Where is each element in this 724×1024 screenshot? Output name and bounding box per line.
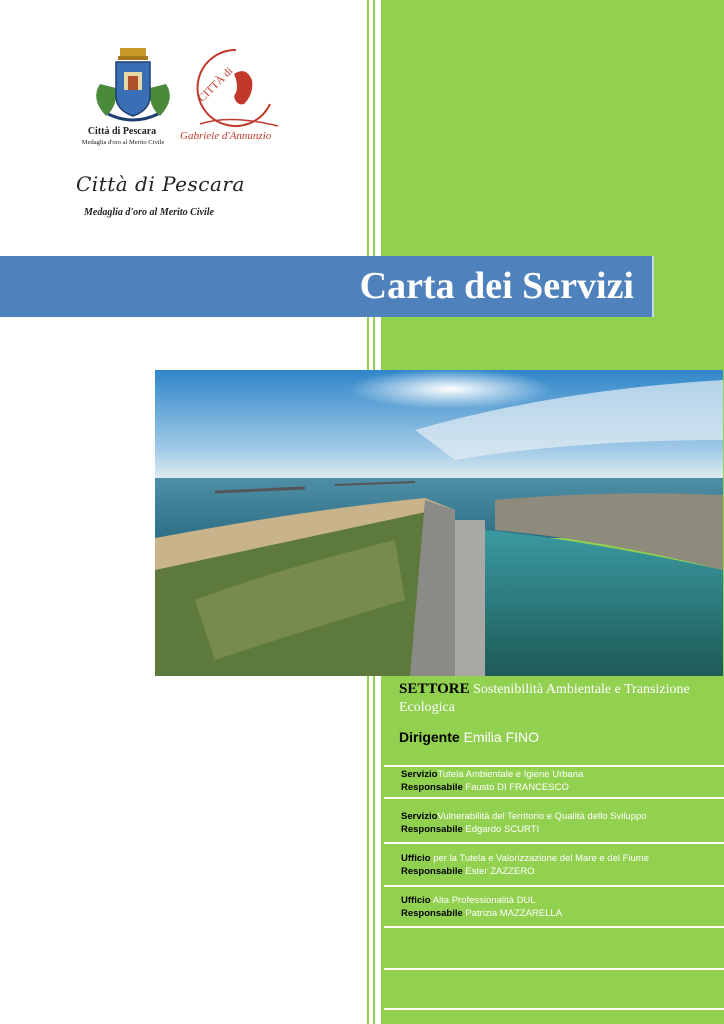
aerial-photo bbox=[155, 370, 723, 676]
separator bbox=[384, 1008, 724, 1010]
entry-resp-label: Responsabile bbox=[401, 782, 463, 793]
entry-resp-label: Responsabile bbox=[401, 866, 463, 877]
settore-block bbox=[399, 680, 719, 745]
entry-type: Ufficio bbox=[401, 895, 431, 906]
separator bbox=[384, 968, 724, 970]
logo-right-text: CITTÀ di bbox=[196, 65, 236, 105]
entry-name: Tutela Ambientale e Igiene Urbana bbox=[437, 769, 584, 780]
cursive-city-title: Città di Pescara bbox=[76, 172, 245, 196]
entry-ufficio-1 bbox=[401, 852, 649, 878]
entry-name: Alta Professionalità DUL bbox=[432, 895, 536, 906]
logos bbox=[80, 44, 290, 154]
entry-servizio-1 bbox=[401, 768, 583, 794]
medal-subtitle: Medaglia d'oro al Merito Civile bbox=[84, 207, 214, 218]
entry-resp: Edgardo SCURTI bbox=[465, 824, 540, 835]
document-title: Carta dei Servizi bbox=[359, 265, 634, 307]
entry-name: per la Tutela e Valorizzazione del Mare e del Fiume bbox=[430, 853, 649, 864]
settore-name: Sostenibilità Ambientale e Transizione Ecologica bbox=[399, 682, 690, 715]
entry-resp-label: Responsabile bbox=[401, 824, 463, 835]
dirigente-label: Dirigente bbox=[399, 729, 460, 745]
entry-resp: Patrizia MAZZARELLA bbox=[465, 908, 563, 919]
dirigente-name: Emilia FINO bbox=[463, 729, 540, 745]
coat-of-arms-icon bbox=[88, 44, 178, 124]
logo-left-subtitle: Medaglia d'oro al Merito Civile bbox=[81, 139, 165, 146]
title-banner bbox=[0, 256, 654, 317]
entry-name: Vulnerabilità del Territorio e Qualità dello Sviluppo bbox=[437, 811, 647, 822]
separator bbox=[384, 765, 724, 767]
entry-resp-label: Responsabile bbox=[401, 908, 463, 919]
separator bbox=[384, 926, 724, 928]
entry-type: Servizio bbox=[401, 769, 438, 780]
entry-ufficio-2 bbox=[401, 894, 562, 920]
settore-label: SETTORE bbox=[399, 681, 470, 697]
logo-right-signature: Gabriele d'Annunzio bbox=[180, 130, 272, 142]
separator bbox=[384, 885, 724, 887]
separator bbox=[384, 797, 724, 799]
logo-left-title: Città di Pescara bbox=[87, 126, 157, 137]
separator bbox=[384, 842, 724, 844]
entry-resp: Ester ZAZZERO bbox=[465, 866, 535, 877]
entry-resp: Fausto DI FRANCESCO bbox=[465, 782, 569, 793]
entry-servizio-2 bbox=[401, 810, 647, 836]
entry-type: Ufficio bbox=[401, 853, 431, 864]
entry-type: Servizio bbox=[401, 811, 438, 822]
